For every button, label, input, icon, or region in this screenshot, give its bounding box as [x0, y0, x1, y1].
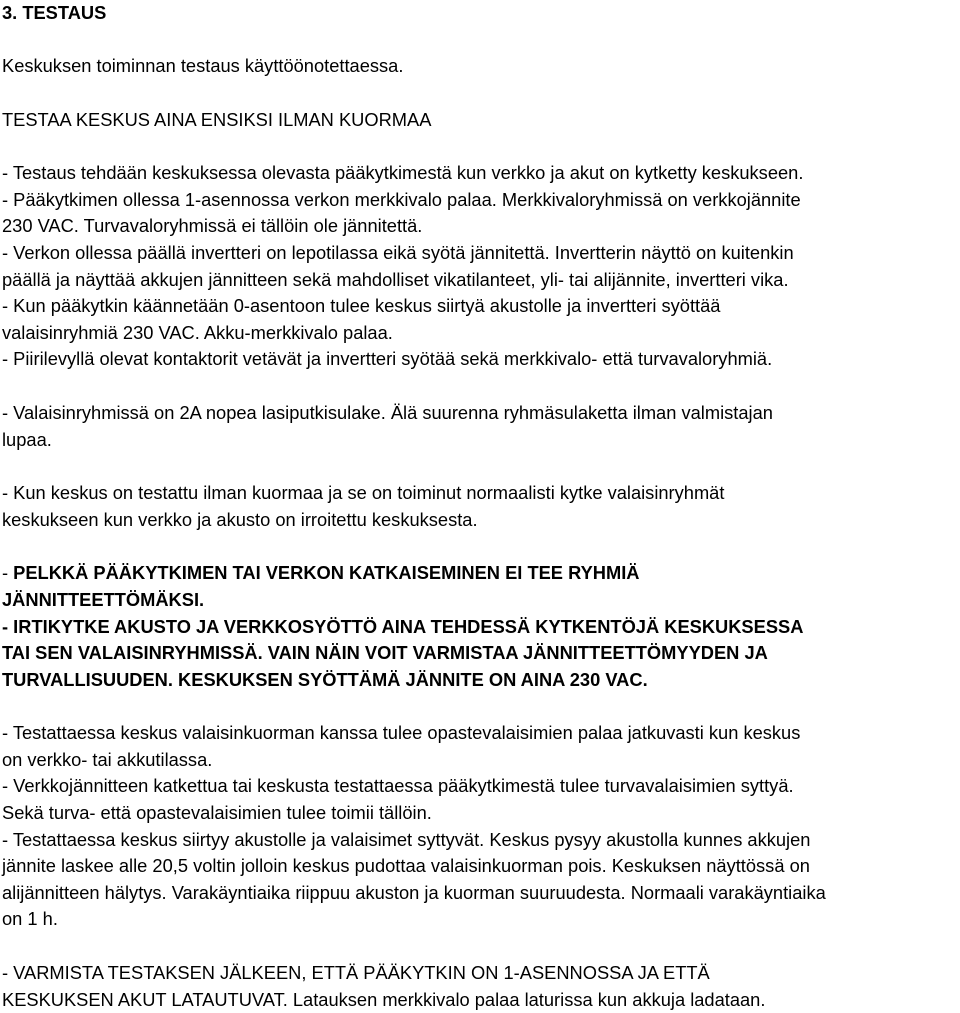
warning-prefix: -	[2, 562, 14, 584]
testing-step-line: - Verkon ollessa päällä invertteri on lepotilassa eikä syötä jännitettä. Invertterin näyttö on kuitenkin	[2, 241, 794, 263]
warning-line-4: TAI SEN VALAISINRYHMISSÄ. VAIN NÄIN VOIT VARMISTAA JÄNNITTEETTÖMYYDEN JA	[2, 642, 768, 664]
final-check-line: KESKUKSEN AKUT LATAUTUVAT. Latauksen merkkivalo palaa laturissa kun akkuja ladataan.	[2, 988, 766, 1010]
load-testing-line: on verkko- tai akkutilassa.	[2, 748, 213, 770]
testing-step-line: - Piirilevyllä olevat kontaktorit vetävät ja invertteri syötää sekä merkkivalo- että turvavaloryhmiä.	[2, 348, 773, 370]
intro-text: Keskuksen toiminnan testaus käyttöönotettaessa.	[2, 55, 404, 76]
testing-steps	[2, 160, 960, 373]
load-testing-line: Sekä turva- että opastevalaisimien tulee toimii tällöin.	[2, 802, 432, 824]
final-check-line: - VARMISTA TESTAKSEN JÄLKEEN, ETTÄ PÄÄKYTKIN ON 1-ASENNOSSA JA ETTÄ	[2, 962, 710, 984]
testing-step-line: valaisinryhmiä 230 VAC. Akku-merkkivalo palaa.	[2, 321, 393, 343]
final-check-note	[2, 960, 960, 1013]
fuse-note	[2, 400, 960, 453]
testing-step-line: päällä ja näyttää akkujen jännitteen sekä mahdolliset vikatilanteet, yli- tai alijännite, invertteri vika.	[2, 268, 789, 290]
connect-groups-line: keskukseen kun verkko ja akusto on irroitettu keskuksesta.	[2, 508, 478, 530]
fuse-note-line: - Valaisinryhmissä on 2A nopea lasiputkisulake. Älä suurenna ryhmäsulaketta ilman valmistajan	[2, 401, 773, 423]
connect-groups-line: - Kun keskus on testattu ilman kuormaa ja se on toiminut normaalisti kytke valaisinryhmät	[2, 482, 725, 504]
safety-warning	[2, 560, 960, 693]
section-heading: 3. TESTAUS	[2, 2, 107, 23]
warning-line-1: PELKKÄ PÄÄKYTKIMEN TAI VERKON KATKAISEMINEN EI TEE RYHMIÄ	[13, 562, 640, 584]
warning-line-3: - IRTIKYTKE AKUSTO JA VERKKOSYÖTTÖ AINA TEHDESSÄ KYTKENTÖJÄ KESKUKSESSA	[2, 615, 804, 637]
load-testing-line: jännite laskee alle 20,5 voltin jolloin keskus pudottaa valaisinkuorman pois. Keskuksen näyttössä on	[2, 855, 810, 877]
load-testing-line: - Testattaessa keskus siirtyy akustolle ja valaisimet syttyvät. Keskus pysyy akustolla kunnes akkujen	[2, 828, 811, 850]
load-testing-line: on 1 h.	[2, 908, 58, 930]
load-testing-line: - Testattaessa keskus valaisinkuorman kanssa tulee opastevalaisimien palaa jatkuvasti kun keskus	[2, 722, 801, 744]
fuse-note-line: lupaa.	[2, 428, 52, 450]
test-first-instruction: TESTAA KESKUS AINA ENSIKSI ILMAN KUORMAA	[2, 108, 432, 130]
safety-warning-line	[2, 560, 960, 587]
testing-step-line: - Testaus tehdään keskuksessa olevasta pääkytkimestä kun verkko ja akut on kytketty keskukseen.	[2, 162, 804, 184]
warning-line-5: TURVALLISUUDEN. KESKUKSEN SYÖTTÄMÄ JÄNNITE ON AINA 230 VAC.	[2, 668, 648, 690]
load-testing-notes	[2, 720, 960, 933]
load-testing-line: - Verkkojännitteen katkettua tai keskusta testattaessa pääkytkimestä tulee turvavalaisimien syttyä.	[2, 775, 794, 797]
warning-line-2: JÄNNITTEETTÖMÄKSI.	[2, 588, 205, 610]
testing-step-line: - Kun pääkytkin käännetään 0-asentoon tulee keskus siirtyä akustolle ja invertteri syöttää	[2, 295, 721, 317]
load-testing-line: alijännitteen hälytys. Varakäyntiaika riippuu akuston ja kuorman suuruudesta. Normaali varakäyntiaika	[2, 881, 826, 903]
testing-step-line: - Pääkytkimen ollessa 1-asennossa verkon merkkivalo palaa. Merkkivaloryhmissä on verkkojännite	[2, 188, 801, 210]
connect-groups-note	[2, 480, 960, 533]
testing-step-line: 230 VAC. Turvavaloryhmissä ei tällöin ole jännitettä.	[2, 215, 423, 237]
